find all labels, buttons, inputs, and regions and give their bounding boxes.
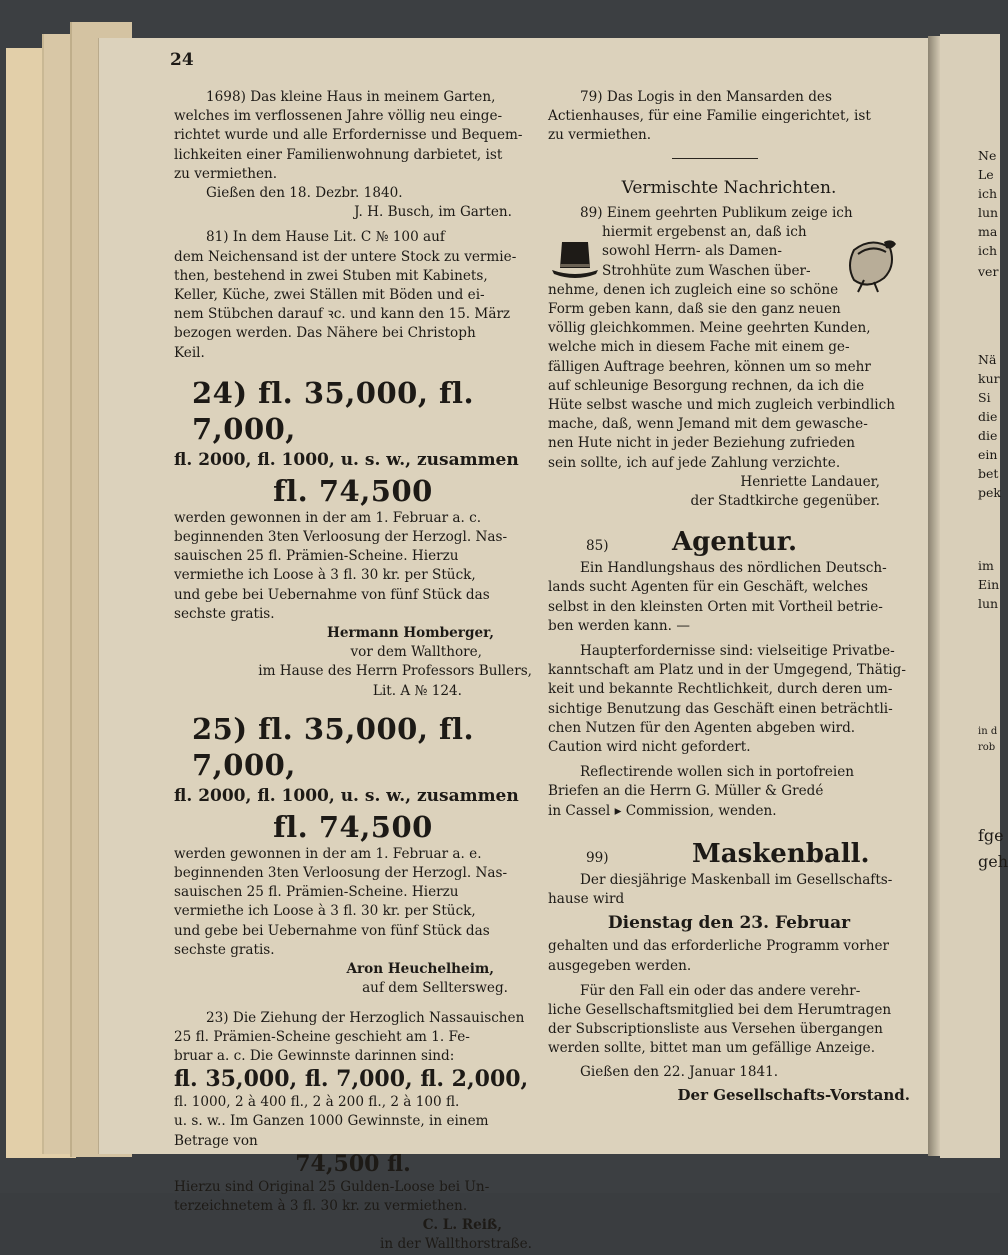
ad-date: Gießen den 18. Dezbr. 1840. xyxy=(206,185,403,202)
text-line: vermiethe ich Loose à 3 fl. 30 kr. per Stück, xyxy=(174,903,476,920)
text-line: Keil. xyxy=(174,344,205,361)
text-fragment: Le xyxy=(978,167,994,182)
text-fragment: rob xyxy=(978,742,996,753)
text-line: 89) Einem geehrten Publikum zeige ich xyxy=(580,205,853,221)
text-line: Reflectirende wollen sich in portofreien xyxy=(580,764,855,781)
text-fragment: ver xyxy=(978,264,999,279)
text-fragment: fge xyxy=(978,826,1004,845)
text-line: auf schleunige Besorgung rechnen, da ich die xyxy=(548,377,865,394)
text-fragment: die xyxy=(978,409,998,424)
text-fragment: geh xyxy=(978,852,1008,871)
text-line: nem Stübchen darauf ꝛc. und kann den 15. März xyxy=(174,306,511,323)
text-fragment: Nä xyxy=(978,352,997,367)
ad-signature: Aron Heuchelheim, xyxy=(346,961,494,978)
text-fragment: lun xyxy=(978,596,999,611)
ad-24 xyxy=(174,375,532,701)
text-fragment: Ein xyxy=(978,577,1000,592)
text-line: Betrage von xyxy=(174,1132,258,1149)
text-line: Form geben kann, daß sie den ganz neuen xyxy=(548,301,841,318)
text-fragment: pek xyxy=(978,485,1001,500)
text-fragment: im xyxy=(978,558,994,573)
ad-79 xyxy=(548,88,910,146)
text-line: Strohhüte zum Waschen über- xyxy=(602,262,811,279)
text-line: werden sollte, bittet man um gefällige Anzeige. xyxy=(548,1040,876,1057)
ad-1698 xyxy=(174,88,532,222)
text-line: der Subscriptionsliste aus Versehen übergangen xyxy=(548,1021,883,1038)
page-gutter xyxy=(928,36,940,1156)
text-line: Für den Fall ein oder das andere verehr- xyxy=(580,982,861,999)
right-column-body xyxy=(548,176,910,1106)
ad-signature: Der Gesellschafts-Vorstand. xyxy=(677,1085,910,1104)
text-line: terzeichnetem à 3 fl. 30 kr. zu vermiethen. xyxy=(174,1197,468,1214)
text-fragment: Si xyxy=(978,390,991,405)
event-date: Dienstag den 23. Februar xyxy=(607,913,851,934)
text-fragment: kur xyxy=(978,371,1000,386)
section-heading: Vermischte Nachrichten. xyxy=(621,178,837,198)
text-line: keit und bekannte Rechtlichkeit, durch deren um- xyxy=(548,681,893,698)
prize-headline: 25) fl. 35,000, fl. 7,000, xyxy=(192,711,475,782)
ad-number: 85) xyxy=(586,538,609,555)
text-line: Der diesjährige Maskenball im Gesellschafts- xyxy=(580,871,893,888)
text-line: then, bestehend in zwei Stuben mit Kabinets, xyxy=(174,267,488,284)
text-line: mache, daß, wenn Jemand mit dem gewasche- xyxy=(548,416,868,433)
ad-address: Lit. A № 124. xyxy=(372,682,462,699)
text-line: Actienhauses, für eine Familie eingerichtet, ist xyxy=(548,108,871,125)
text-fragment: die xyxy=(978,428,998,443)
text-line: in Cassel ▸ Commission, wenden. xyxy=(548,802,777,819)
page-number: 24 xyxy=(170,50,194,70)
text-line: lands sucht Agenten für ein Geschäft, welches xyxy=(548,579,868,596)
section-divider xyxy=(672,158,758,159)
text-line: und gebe bei Uebernahme von fünf Stück das xyxy=(174,586,490,603)
ad-heading: Agentur. xyxy=(672,527,798,558)
text-line: Haupterfordernisse sind: vielseitige Privatbe- xyxy=(580,643,895,660)
text-line: welches im verflossenen Jahre völlig neu einge- xyxy=(174,108,503,125)
ad-25 xyxy=(174,711,532,999)
text-line: u. s. w.. Im Ganzen 1000 Gewinnste, in einem xyxy=(174,1113,489,1130)
ad-81 xyxy=(174,228,532,362)
text-line: zu vermiethen. xyxy=(174,165,278,182)
text-line: sechste gratis. xyxy=(174,605,275,622)
text-line: liche Gesellschaftsmitglied bei dem Herumtragen xyxy=(548,1001,892,1018)
ad-address: auf dem Selltersweg. xyxy=(362,980,508,997)
text-line: hause wird xyxy=(548,891,625,908)
left-column xyxy=(174,88,532,1255)
bonnet-icon xyxy=(844,236,902,294)
text-line: Keller, Küche, zwei Ställen mit Böden und ei- xyxy=(174,287,485,304)
ad-85 xyxy=(548,525,910,821)
prize-total: 74,500 fl. xyxy=(295,1150,411,1177)
text-line: sechste gratis. xyxy=(174,941,275,958)
text-line: völlig gleichkommen. Meine geehrten Kunden, xyxy=(548,320,871,337)
prize-total: fl. 74,500 xyxy=(273,809,433,844)
ad-address: der Stadtkirche gegenüber. xyxy=(690,493,880,510)
text-line: selbst in den kleinsten Orten mit Vortheil betrie- xyxy=(548,598,883,615)
text-line: fälligen Auftrage beehren, können um so mehr xyxy=(548,358,871,375)
text-fragment: ein xyxy=(978,447,998,462)
text-line: sauischen 25 fl. Prämien-Scheine. Hierzu xyxy=(174,548,459,565)
text-line: beginnenden 3ten Verloosung der Herzogl. Nas- xyxy=(174,865,508,882)
ad-signature: J. H. Busch, im Garten. xyxy=(354,204,512,221)
top-hat-icon xyxy=(550,238,600,280)
text-line: ausgegeben werden. xyxy=(548,957,692,974)
text-fragment: ich xyxy=(978,186,998,201)
text-line: richtet wurde und alle Erfordernisse und Bequem- xyxy=(174,127,523,144)
text-line: lichkeiten einer Familienwohnung darbietet, ist xyxy=(174,146,503,163)
right-column xyxy=(548,88,910,146)
text-line: dem Neichensand ist der untere Stock zu vermie- xyxy=(174,248,517,265)
text-line: 23) Die Ziehung der Herzoglich Nassauischen xyxy=(206,1009,525,1026)
text-line: gehalten und das erforderliche Programm vorher xyxy=(548,938,889,955)
text-line: 1698) Das kleine Haus in meinem Garten, xyxy=(206,89,496,105)
text-line: 81) In dem Hause Lit. C № 100 auf xyxy=(206,229,445,246)
ad-signature: C. L. Reiß, xyxy=(422,1217,502,1234)
prize-list: fl. 35,000, fl. 7,000, fl. 2,000, xyxy=(174,1066,529,1093)
text-fragment: ich xyxy=(978,243,998,258)
text-line: Caution wird nicht gefordert. xyxy=(548,739,751,756)
text-line: Ein Handlungshaus des nördlichen Deutsch- xyxy=(580,560,887,577)
text-line: bruar a. c. Die Gewinnste darinnen sind: xyxy=(174,1047,455,1064)
text-line: werden gewonnen in der am 1. Februar a. e. xyxy=(174,845,482,862)
text-line: sauischen 25 fl. Prämien-Scheine. Hierzu xyxy=(174,884,459,901)
text-line: kanntschaft am Platz und in der Umgegend, Thätig- xyxy=(548,662,906,679)
ad-signature: Hermann Homberger, xyxy=(326,625,494,642)
text-line: zu vermiethen. xyxy=(548,127,652,144)
text-line: 79) Das Logis in den Mansarden des xyxy=(580,89,832,105)
text-line: Hierzu sind Original 25 Gulden-Loose bei Un- xyxy=(174,1178,490,1195)
prize-subline: fl. 2000, fl. 1000, u. s. w., zusammen xyxy=(174,449,519,470)
text-line: sichtige Benutzung das Geschäft einen beträchtli- xyxy=(548,700,893,717)
text-line: sein sollte, ich auf jede Zahlung verzichte. xyxy=(548,454,841,471)
text-line: Hüte selbst wasche und mich zugleich verbindlich xyxy=(548,397,896,414)
text-line: fl. 1000, 2 à 400 fl., 2 à 200 fl., 2 à 100 fl. xyxy=(174,1094,460,1111)
ad-address: im Hause des Herrn Professors Bullers, xyxy=(258,663,532,680)
text-fragment: bet xyxy=(978,466,999,481)
prize-headline: 24) fl. 35,000, fl. 7,000, xyxy=(192,375,475,446)
text-fragment: lun xyxy=(978,205,999,220)
ad-address: in der Wallthorstraße. xyxy=(380,1236,532,1253)
text-line: sowohl Herrn- als Damen- xyxy=(602,243,783,260)
ad-signature: Henriette Landauer, xyxy=(740,473,880,490)
text-line: welche mich in diesem Fache mit einem ge- xyxy=(548,339,850,356)
ad-99 xyxy=(548,837,910,1106)
text-line: 25 fl. Prämien-Scheine geschieht am 1. Fe- xyxy=(174,1028,470,1045)
text-fragment: in d xyxy=(978,726,998,737)
text-line: hiermit ergebenst an, daß ich xyxy=(602,224,807,241)
text-line: nen Hute nicht in jeder Beziehung zufrieden xyxy=(548,435,856,452)
text-line: nehme, denen ich zugleich eine so schöne xyxy=(548,281,839,298)
ad-date: Gießen den 22. Januar 1841. xyxy=(580,1063,779,1080)
text-line: Briefen an die Herrn G. Müller & Gredé xyxy=(548,783,824,800)
ad-23 xyxy=(174,1009,532,1255)
text-line: vermiethe ich Loose à 3 fl. 30 kr. per Stück, xyxy=(174,567,476,584)
text-line: bezogen werden. Das Nähere bei Christoph xyxy=(174,325,476,342)
text-line: werden gewonnen in der am 1. Februar a. c. xyxy=(174,509,482,526)
text-line: beginnenden 3ten Verloosung der Herzogl. Nas- xyxy=(174,529,508,546)
ad-heading: Maskenball. xyxy=(692,838,870,869)
text-fragment: ma xyxy=(978,224,998,239)
ad-address: vor dem Wallthore, xyxy=(350,644,482,661)
text-line: ben werden kann. — xyxy=(548,617,690,634)
text-line: chen Nutzen für den Agenten abgeben wird. xyxy=(548,719,856,736)
text-fragment: Ne xyxy=(978,148,997,163)
prize-total: fl. 74,500 xyxy=(273,473,433,508)
prize-subline: fl. 2000, fl. 1000, u. s. w., zusammen xyxy=(174,785,519,806)
ad-number: 99) xyxy=(586,849,609,866)
text-line: und gebe bei Uebernahme von fünf Stück das xyxy=(174,922,490,939)
